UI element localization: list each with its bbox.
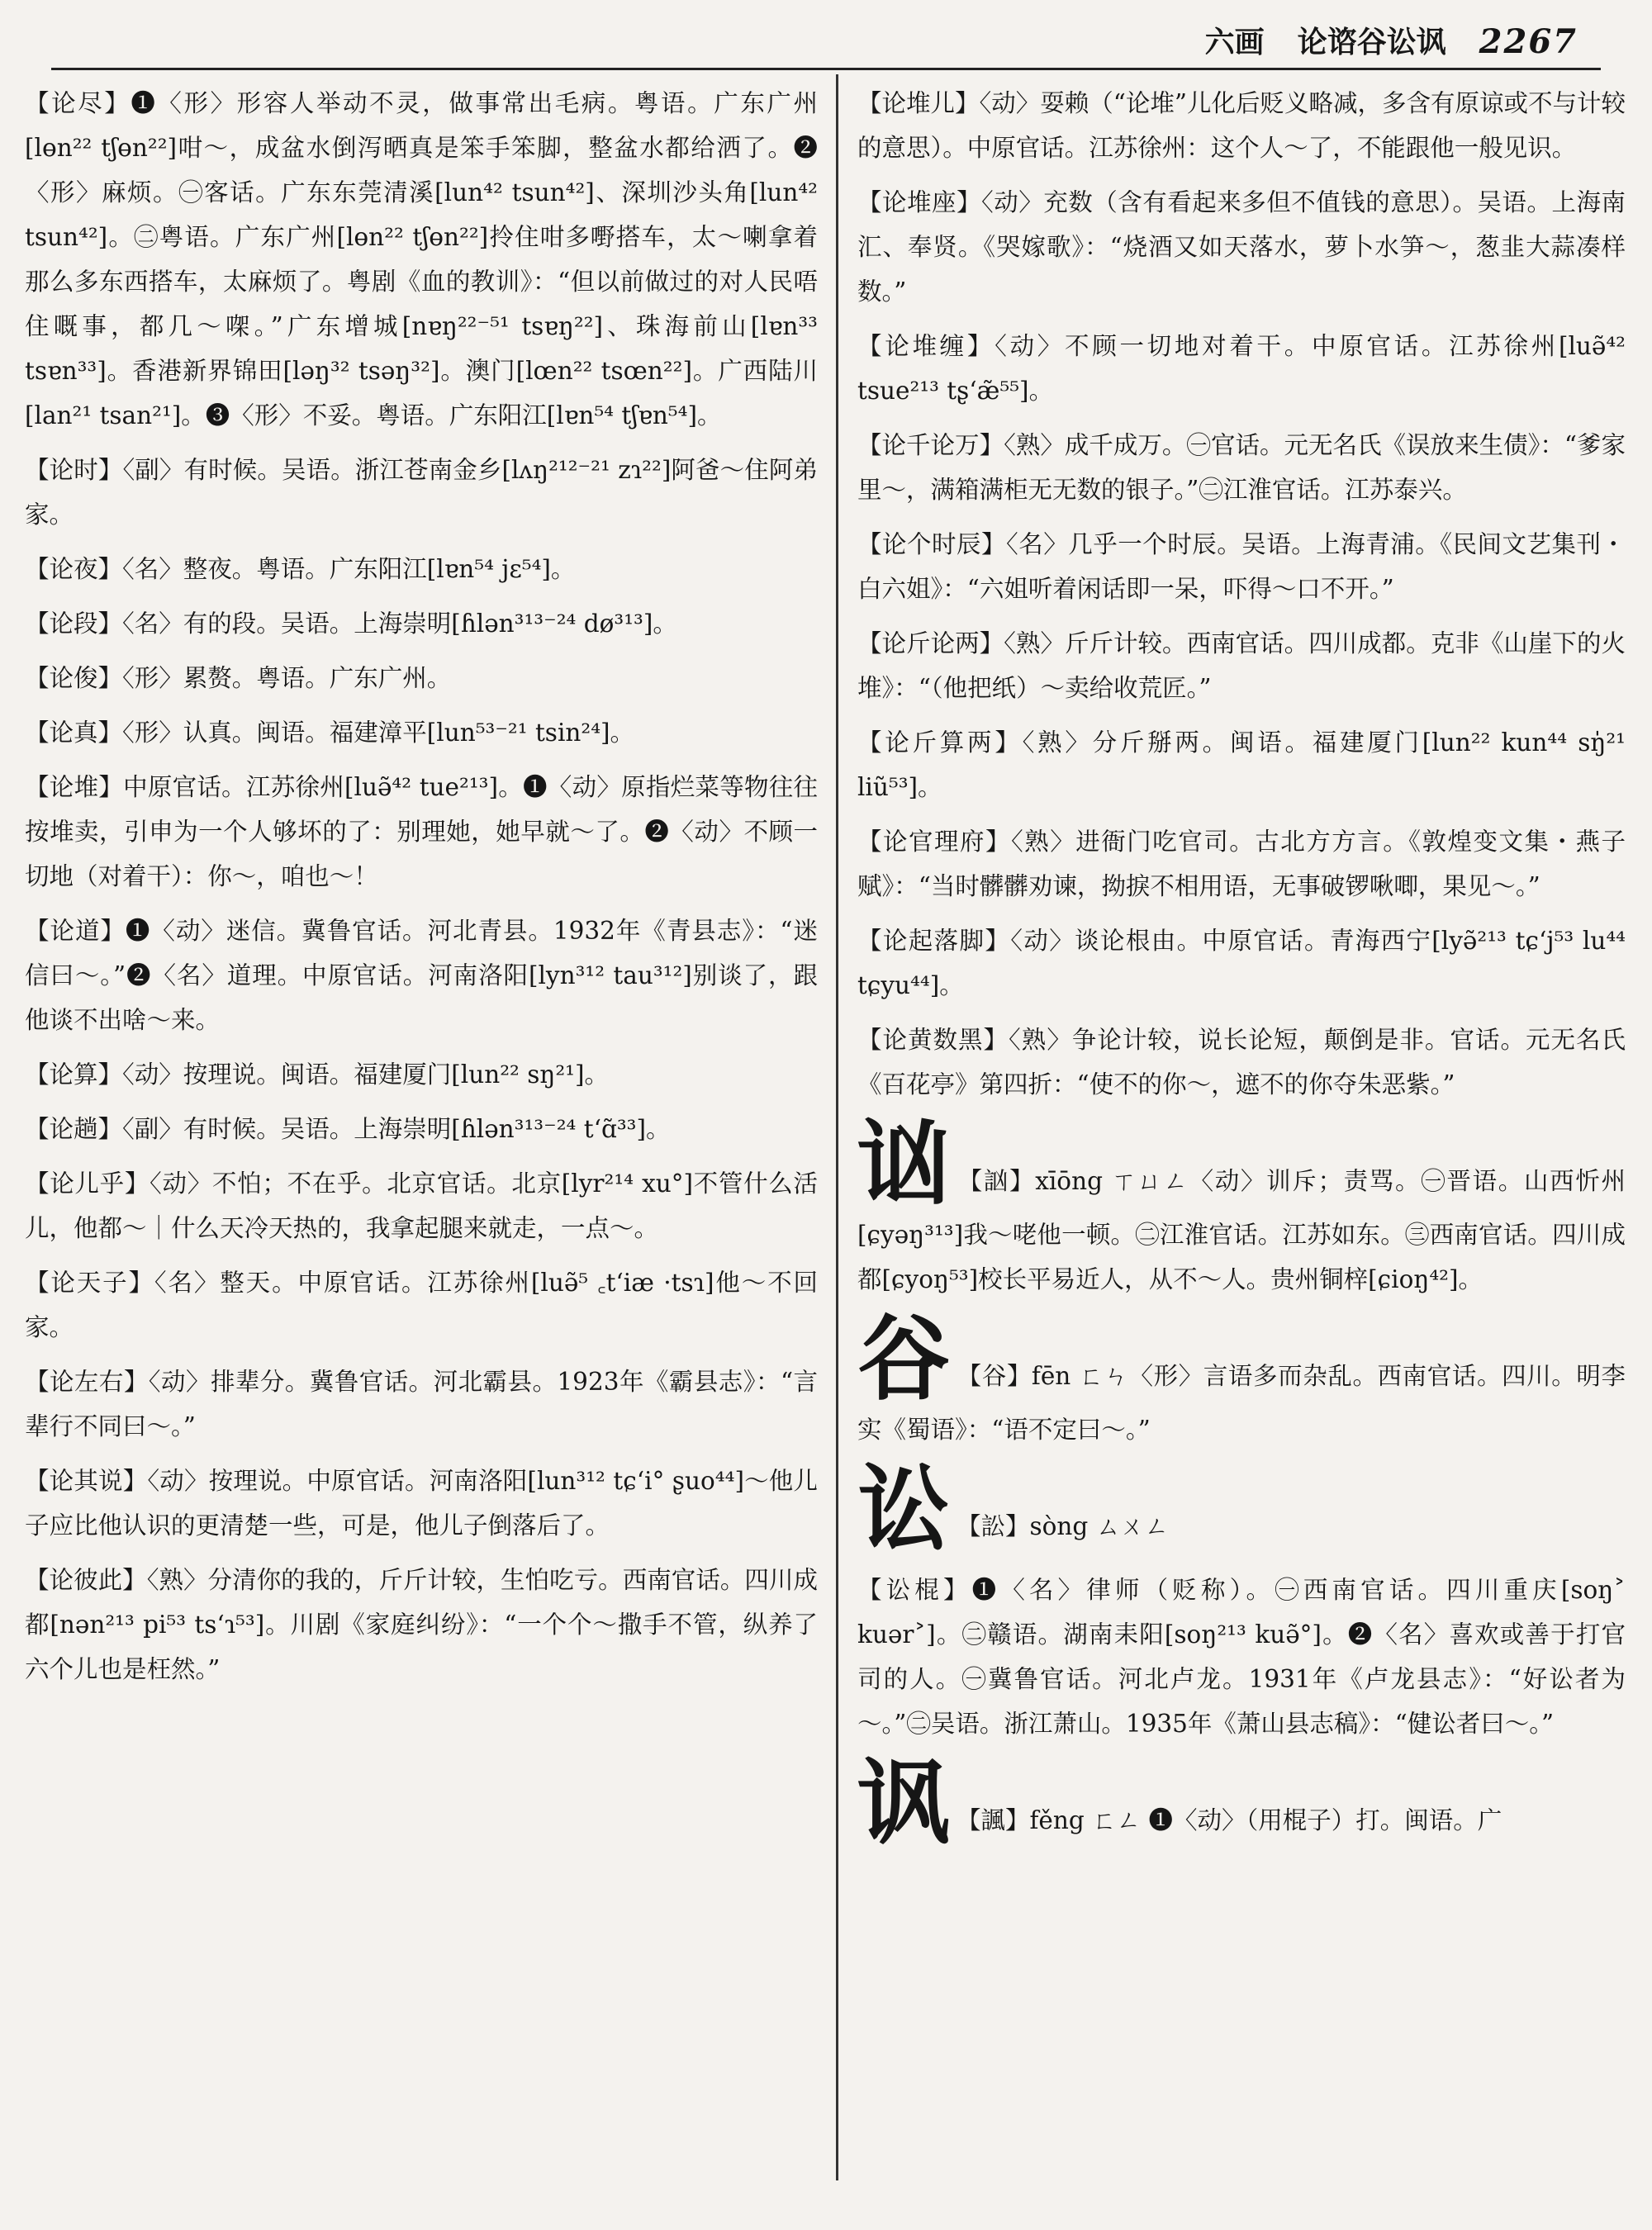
entry-lundui: 【论堆】中原官话。江苏徐州[luə̃⁴² tue²¹³]。❶〈动〉原指烂菜等物往往按堆卖，引申为一个人够坏的了：别理她，她早就～了。❷〈动〉不顾一切地（对着干）：你～，咱也～！ — [25, 773, 818, 890]
char-entry-text: 【訟】sòng ㄙㄨㄥ — [957, 1512, 1170, 1540]
entry-lunjin: 【论尽】❶〈形〉形容人举动不灵，做事常出毛病。粤语。广东广州[lɵn²² tʃɵn²²]咁～，成盆水倒泻晒真是笨手笨脚，整盆水都给洒了。❷〈形〉麻烦。㊀客话。广东东莞清溪[lun⁴² tsun⁴²]、深圳沙头角[lun⁴² tsun⁴²]。㊁粤语。广东广州[lɵn²² tʃɵn²²]拎住咁多嘢搭车，太～喇拿着那么多东西搭车，太麻烦了。粤剧《血的教训》：“但以前做过的对人民唔住嘅事，都几～㗎。”广东增城[nɐŋ²²⁻⁵¹ tsɐŋ²²]、珠海前山[lɐn³³ tsɐn³³]。香港新界锦田[ləŋ³² tsəŋ³²]。澳门[lœn²² tsœn²²]。广西陆川[lan²¹ tsan²¹]。❸〈形〉不妥。粤语。广东阳江[lɐn⁵⁴ tʃɐn⁵⁴]。 — [25, 89, 818, 429]
entry-lunqianlunwan: 【论千论万】〈熟〉成千成万。㊀官话。元无名氏《误放来生债》：“爹家里～，满箱满柜无无数的银子。”㊁江淮官话。江苏泰兴。 — [857, 431, 1626, 504]
entry-lunjun: 【论俊】〈形〉累赘。粤语。广东广州。 — [25, 664, 452, 692]
char-entry-feng — [857, 1749, 1626, 1858]
entry-lunye: 【论夜】〈名〉整夜。粤语。广东阳江[lɐn⁵⁴ jɛ⁵⁴]。 — [25, 555, 576, 583]
head-character: 谷 — [857, 1305, 951, 1413]
running-head — [74, 15, 1578, 61]
char-entry-text: 【諷】fěng ㄈㄥ ❶〈动〉（用棍子）打。闽语。广 — [957, 1806, 1502, 1834]
entry-lunbici: 【论彼此】〈熟〉分清你的我的，斤斤计较，生怕吃亏。西南官话。四川成都[nən²¹³ pi⁵³ ts‘ɿ⁵³]。川剧《家庭纠纷》：“一个个～撒手不管，纵养了六个儿也是枉然。” — [25, 1566, 818, 1683]
head-character: 讽 — [857, 1749, 950, 1858]
entry-lunduizuo: 【论堆座】〈动〉充数（含有看起来多但不值钱的意思）。吴语。上海南汇、奉贤。《哭嫁歌》：“烧酒又如天落水，萝卜水笋～，葱韭大蒜凑样数。” — [857, 188, 1626, 306]
entry-lunhuangshuhei: 【论黄数黑】〈熟〉争论计较，说长论短，颠倒是非。官话。元无名氏《百花亭》第四折：“使不的你～，遮不的你夺朱恶紫。” — [857, 1026, 1626, 1098]
left-column — [25, 81, 818, 2222]
entry-lunguanlifu: 【论官理府】〈熟〉进衙门吃官司。古北方方言。《敦煌变文集・燕子赋》：“当时髒髒劝谏，拗捩不相用语，无事破锣啾唧，果见～。” — [857, 828, 1626, 900]
entry-lundao: 【论道】❶〈动〉迷信。冀鲁官话。河北青县。1932年《青县志》：“迷信曰～。”❷〈名〉道理。中原官话。河南洛阳[lyn³¹² tau³¹²]别谈了，跟他谈不出啥～来。 — [25, 917, 818, 1034]
section-label: 六画 — [1204, 25, 1265, 59]
head-character: 讻 — [857, 1110, 952, 1218]
entry-luntianzi: 【论天子】〈名〉整天。中原官话。江苏徐州[luə̃⁵ ꜀t‘iæ ·tsɿ]他～不回家。 — [25, 1269, 818, 1341]
entry-lunduichan: 【论堆缠】〈动〉不顾一切地对着干。中原官话。江苏徐州[luə̃⁴² tsue²¹³ tʂ‘æ̃⁵⁵]。 — [857, 332, 1626, 405]
header-characters: 论谘谷讼讽 — [1297, 25, 1446, 59]
char-entry-text: 【訩】xīōng ㄒㄩㄥ〈动〉训斥；责骂。㊀晋语。山西忻州[ɕyəŋ³¹³]我～咾他一顿。㊁江淮官话。江苏如东。㊂西南官话。四川成都[ɕyoŋ⁵³]校长平易近人，从不～人。贵州铜梓[ɕioŋ⁴²]。 — [857, 1167, 1626, 1293]
char-entry-fen — [857, 1305, 1626, 1452]
column-divider — [836, 74, 838, 2180]
entry-lunqishuo: 【论其说】〈动〉按理说。中原官话。河南洛阳[lun³¹² tɕ‘i° ʂuo⁴⁴]～他儿子应比他认识的更清楚一些，可是，他儿子倒落后了。 — [25, 1467, 818, 1540]
entry-lunerhu: 【论儿乎】〈动〉不怕；不在乎。北京官话。北京[lyr²¹⁴ xu°]不管什么活儿，他都～｜什么天冷天热的，我拿起腿来就走，一点～。 — [25, 1170, 818, 1242]
right-column — [857, 81, 1626, 2222]
entry-lunduier: 【论堆儿】〈动〉耍赖（“论堆”儿化后贬义略减，多含有原谅或不与计较的意思）。中原官话。江苏徐州：这个人～了，不能跟他一般见识。 — [857, 89, 1626, 162]
char-entry-song — [857, 1455, 1626, 1563]
header-rule — [51, 68, 1601, 70]
char-entry-text: 【谷】fēn ㄈㄣ〈形〉言语多而杂乱。西南官话。四川。明李实《蜀语》：“语不定曰～。” — [857, 1362, 1626, 1444]
entry-lunzuoyou: 【论左右】〈动〉排辈分。冀鲁官话。河北霸县。1923年《霸县志》：“言辈行不同曰～。” — [25, 1368, 818, 1440]
entry-lunduan: 【论段】〈名〉有的段。吴语。上海崇明[ɦlən³¹³⁻²⁴ dø³¹³]。 — [25, 610, 677, 638]
entry-lunjinsuanliang: 【论斤算两】〈熟〉分斤掰两。闽语。福建厦门[lun²² kun⁴⁴ sŋ̍²¹ liũ⁵³]。 — [857, 728, 1626, 801]
entry-lunzhen: 【论真】〈形〉认真。闽语。福建漳平[lun⁵³⁻²¹ tsin²⁴]。 — [25, 719, 635, 747]
entry-lungeshichen: 【论个时辰】〈名〉几乎一个时辰。吴语。上海青浦。《民间文艺集刊・白六姐》：“六姐听着闲话即一呆，吓得～口不开。” — [857, 530, 1626, 603]
entry-songgun: 【讼棍】❶〈名〉律师（贬称）。㊀西南官话。四川重庆[soŋ˃ kuər˃]。㊁赣语。湖南耒阳[soŋ²¹³ kuə̃°]。❷〈名〉喜欢或善于打官司的人。㊀冀鲁官话。河北卢龙。1931年《卢龙县志》：“好讼者为～。”㊁吴语。浙江萧山。1935年《萧山县志稿》：“健讼者曰～。” — [857, 1576, 1626, 1738]
entry-lunshi: 【论时】〈副〉有时候。吴语。浙江苍南金乡[lʌŋ²¹²⁻²¹ zɿ²²]阿爸～住阿弟家。 — [25, 456, 818, 529]
entry-lunqiluojiao: 【论起落脚】〈动〉谈论根由。中原官话。青海西宁[lyə̃²¹³ tɕ‘j⁵³ lu⁴⁴ tɕyu⁴⁴]。 — [857, 927, 1626, 999]
entry-lunjinlunliang: 【论斤论两】〈熟〉斤斤计较。西南官话。四川成都。克非《山崖下的火堆》：“（他把纸）～卖给收荒匠。” — [857, 629, 1626, 702]
entry-lunsuan: 【论算】〈动〉按理说。闽语。福建厦门[lun²² sŋ²¹]。 — [25, 1060, 610, 1089]
page-number: 2267 — [1479, 22, 1578, 61]
char-entry-xiong — [857, 1110, 1626, 1302]
entry-luntang: 【论趟】〈副〉有时候。吴语。上海崇明[ɦlən³¹³⁻²⁴ t‘ɑ̃³³]。 — [25, 1115, 671, 1143]
head-character: 讼 — [857, 1455, 950, 1563]
